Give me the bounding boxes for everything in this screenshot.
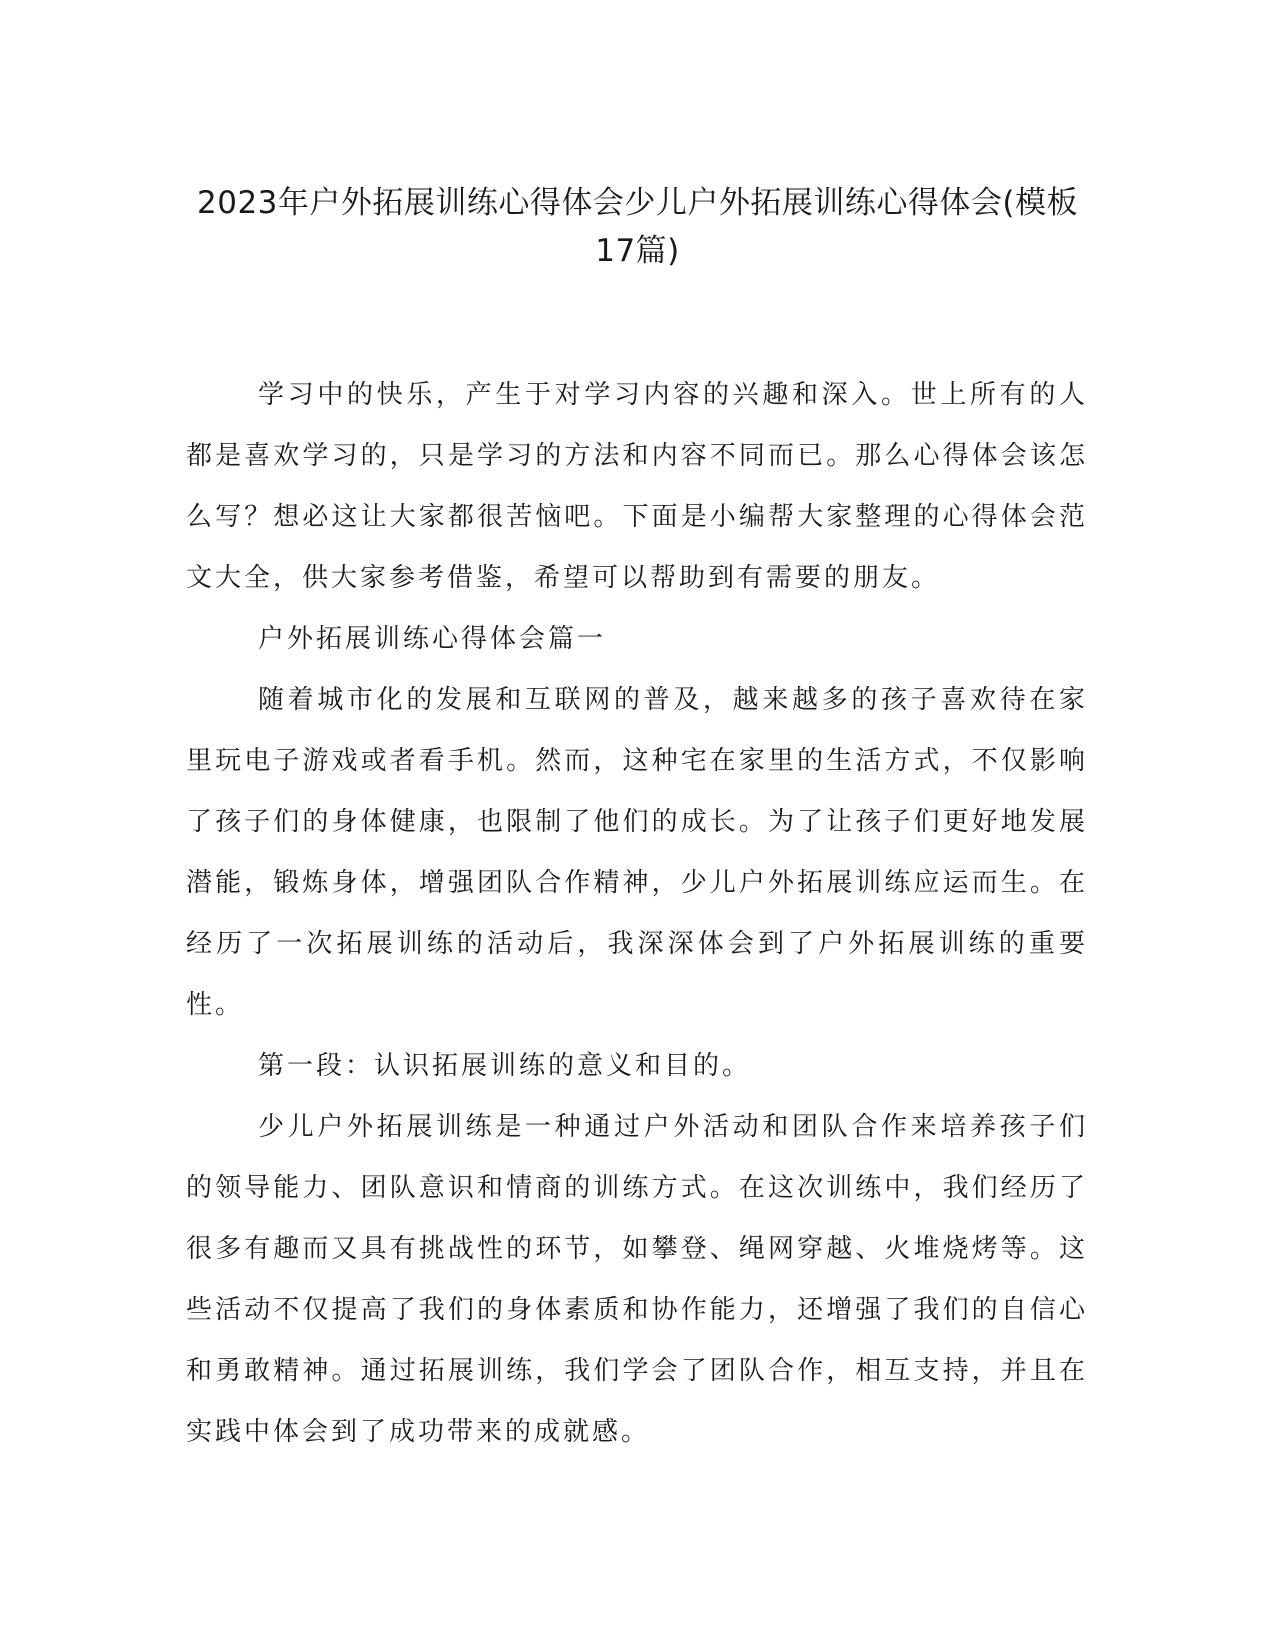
document-body <box>186 365 1088 1463</box>
section-heading-part-one: 户外拓展训练心得体会篇一 <box>258 624 607 654</box>
document-title: 2023年户外拓展训练心得体会少儿户外拓展训练心得体会(模板17篇) <box>197 185 1078 269</box>
body-paragraph: 少儿户外拓展训练是一种通过户外活动和团队合作来培养孩子们的领导能力、团队意识和情商的训练方式。在这次训练中，我们经历了很多有趣而又具有挑战性的环节，如攀登、绳网穿越、火堆烧烤等。这些活动不仅提高了我们的身体素质和协作能力，还增强了我们的自信心和勇敢精神。通过拓展训练，我们学会了团队合作，相互支持，并且在实践中体会到了成功带来的成就感。 <box>186 1112 1088 1447</box>
body-paragraph: 随着城市化的发展和互联网的普及，越来越多的孩子喜欢待在家里玩电子游戏或者看手机。然而，这种宅在家里的生活方式，不仅影响了孩子们的身体健康，也限制了他们的成长。为了让孩子们更好地发展潜能，锻炼身体，增强团队合作精神，少儿户外拓展训练应运而生。在经历了一次拓展训练的活动后，我深深体会到了户外拓展训练的重要性。 <box>186 685 1088 1020</box>
section-heading-paragraph-one: 第一段：认识拓展训练的意义和目的。 <box>258 1051 752 1081</box>
intro-paragraph: 学习中的快乐，产生于对学习内容的兴趣和深入。世上所有的人都是喜欢学习的，只是学习的方法和内容不同而已。那么心得体会该怎么写？想必这让大家都很苦恼吧。下面是小编帮大家整理的心得体会范文大全，供大家参考借鉴，希望可以帮助到有需要的朋友。 <box>186 380 1088 593</box>
